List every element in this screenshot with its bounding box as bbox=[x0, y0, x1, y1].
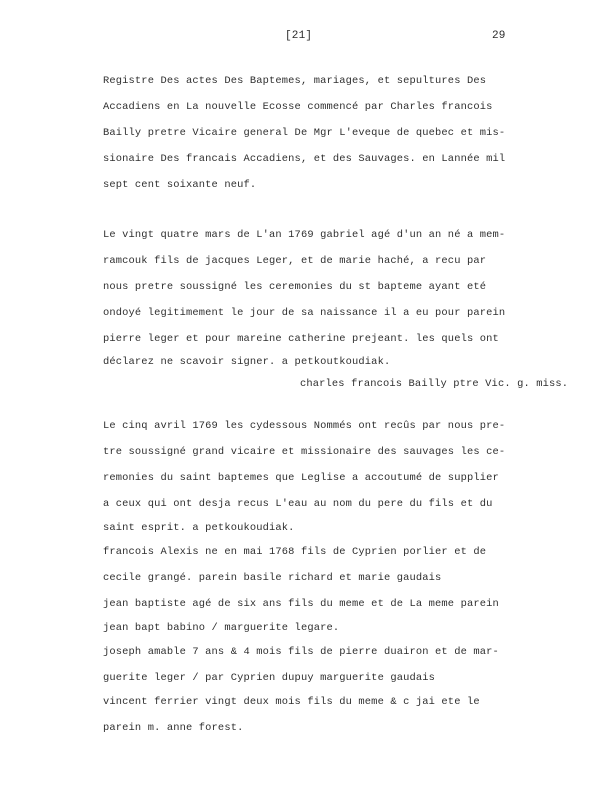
text-line: jean baptiste agé de six ans fils du meme et de La meme parein bbox=[103, 598, 499, 610]
text-line: Accadiens en La nouvelle Ecosse commencé par Charles francois bbox=[103, 101, 493, 113]
text-line: remonies du saint baptemes que Leglise a accoutumé de supplier bbox=[103, 472, 499, 484]
text-line: francois Alexis ne en mai 1768 fils de Cyprien porlier et de bbox=[103, 546, 487, 558]
text-line: Bailly pretre Vicaire general De Mgr L'eveque de quebec et mis- bbox=[103, 127, 506, 139]
page-number: 29 bbox=[492, 30, 506, 42]
text-line: ondoyé legitimement le jour de sa naissance il a eu pour parein bbox=[103, 307, 506, 319]
text-line: cecile grangé. parein basile richard et marie gaudais bbox=[103, 572, 442, 584]
text-line: a ceux qui ont desja recus L'eau au nom du pere du fils et du bbox=[103, 498, 493, 510]
text-line: ramcouk fils de jacques Leger, et de marie haché, a recu par bbox=[103, 255, 487, 267]
text-line: saint esprit. a petkoukoudiak. bbox=[103, 522, 295, 534]
text-line: tre soussigné grand vicaire et missionaire des sauvages les ce- bbox=[103, 446, 506, 458]
text-line: parein m. anne forest. bbox=[103, 722, 244, 734]
text-line: pierre leger et pour mareine catherine prejeant. les quels ont bbox=[103, 333, 499, 345]
text-line: Registre Des actes Des Baptemes, mariages, et sepultures Des bbox=[103, 75, 487, 87]
text-line: joseph amable 7 ans & 4 mois fils de pierre duairon et de mar- bbox=[103, 646, 499, 658]
text-line: nous pretre soussigné les ceremonies du st bapteme ayant eté bbox=[103, 281, 487, 293]
text-line: sept cent soixante neuf. bbox=[103, 179, 257, 191]
text-line: Le cinq avril 1769 les cydessous Nommés ont recûs par nous pre- bbox=[103, 420, 506, 432]
text-line: guerite leger / par Cyprien dupuy marguerite gaudais bbox=[103, 672, 436, 684]
signature-line: charles francois Bailly ptre Vic. g. miss. bbox=[300, 378, 569, 390]
text-line: Le vingt quatre mars de L'an 1769 gabriel agé d'un an né a mem- bbox=[103, 229, 506, 241]
text-line: vincent ferrier vingt deux mois fils du meme & c jai ete le bbox=[103, 696, 480, 708]
bracket-page-number: [21] bbox=[285, 30, 313, 42]
text-line: sionaire Des francais Accadiens, et des Sauvages. en Lannée mil bbox=[103, 153, 506, 165]
text-line: déclarez ne scavoir signer. a petkoutkoudiak. bbox=[103, 356, 391, 368]
text-line: jean bapt babino / marguerite legare. bbox=[103, 622, 340, 634]
